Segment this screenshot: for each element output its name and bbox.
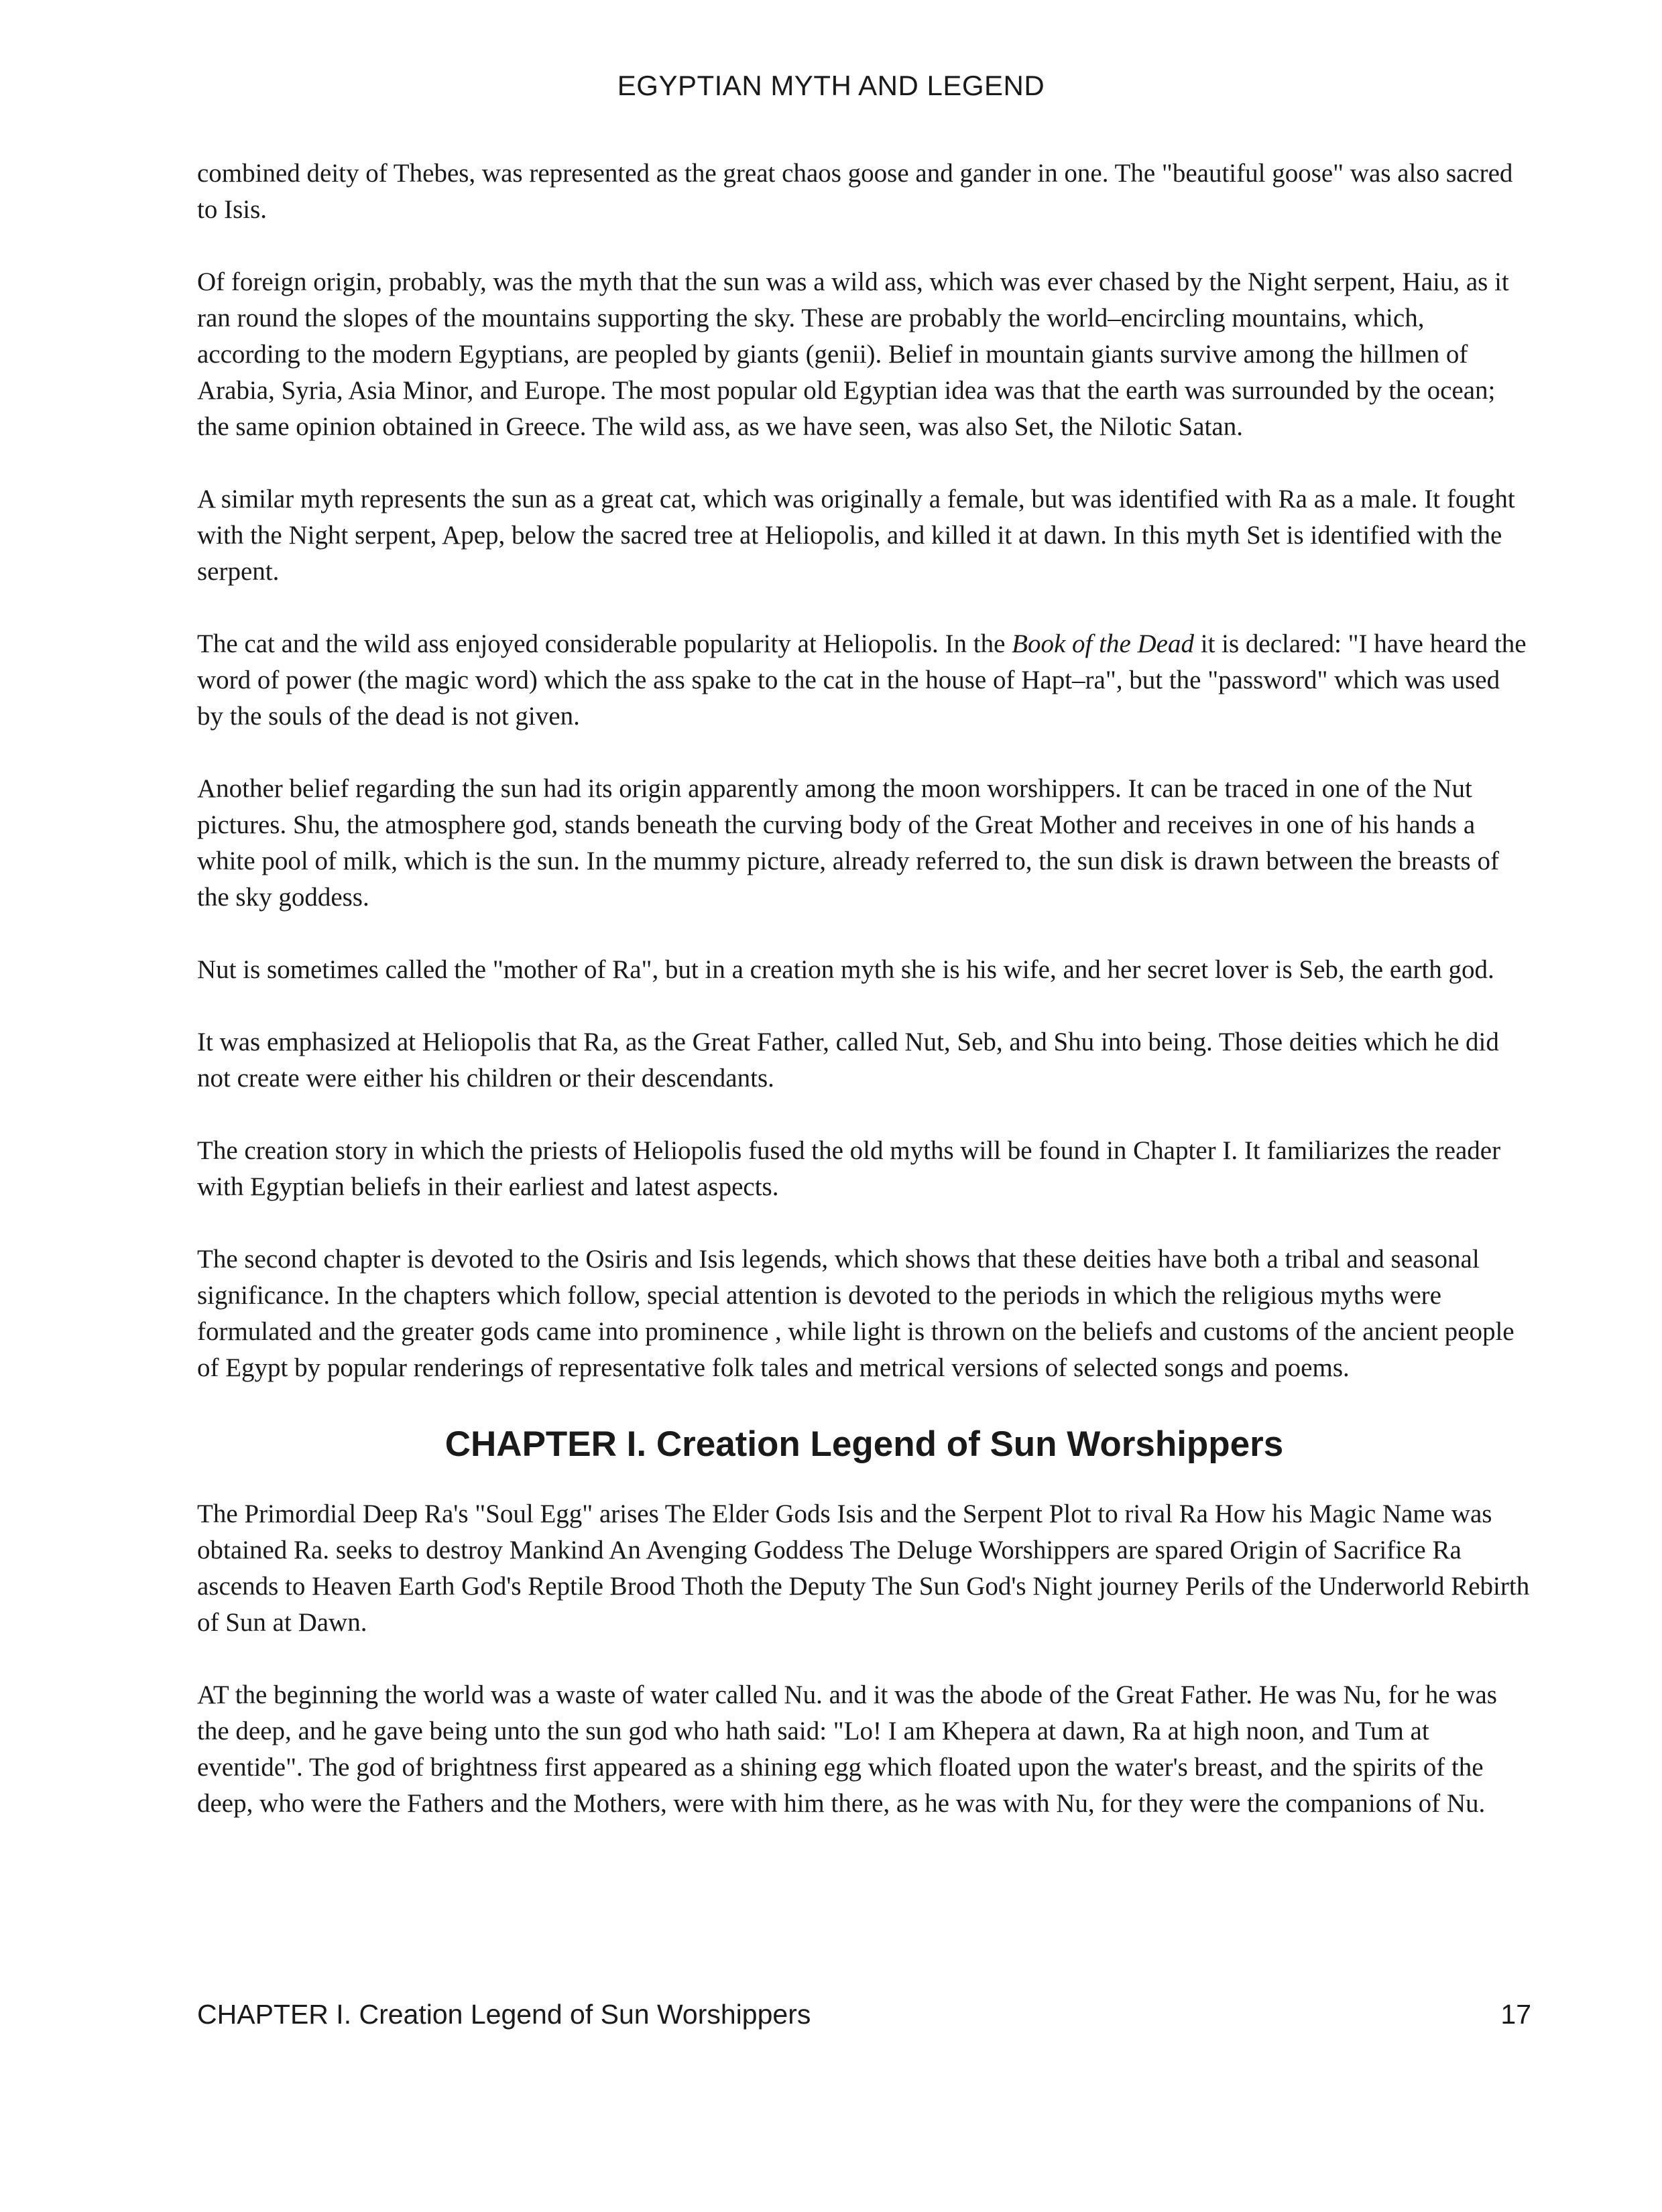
paragraph-moon-worshippers: Another belief regarding the sun had its origin apparently among the moon worshippers. It can be traced in one of the Nut pictures. Shu, the atmosphere god, stands beneath the curving body of the Great Mother and receives in one of his hands a white pool of milk, which is the sun. In the mummy picture, already referred to, the sun disk is drawn between the breasts of the sky goddess. xyxy=(197,774,1499,912)
chapter-heading: CHAPTER I. Creation Legend of Sun Worshippers xyxy=(444,1424,1284,1464)
paragraph-wild-ass: Of foreign origin, probably, was the myth that the sun was a wild ass, which was ever chased by the Night serpent, Haiu, as it ran round the slopes of the mountains supporting the sky. These are probably the world–encircling mountains, which, according to the modern Egyptians, are peopled by giants (genii). Belief in mountain giants survive among the hillmen of Arabia, Syria, Asia Minor, and Europe. The most popular old Egyptian idea was that the earth was surrounded by the ocean; the same opinion obtained in Greece. The wild ass, as we have seen, was also Set, the Nilotic Satan. xyxy=(197,267,1509,441)
paragraph-mother-of-ra: Nut is sometimes called the "mother of Ra", but in a creation myth she is his wife, and her secret lover is Seb, the earth god. xyxy=(197,955,1494,984)
page-number: 17 xyxy=(1500,1999,1531,2030)
paragraph-book-of-dead xyxy=(197,626,1531,735)
paragraph-goose: combined deity of Thebes, was represented as the great chaos goose and gander in one. The "beautiful goose" was also sacred to Isis. xyxy=(197,159,1513,224)
paragraph-creation-story: The creation story in which the priests of Heliopolis fused the old myths will be found in Chapter I. It familiarizes the reader with Egyptian beliefs in their earliest and latest aspects. xyxy=(197,1136,1501,1201)
running-header: EGYPTIAN MYTH AND LEGEND xyxy=(617,70,1045,101)
paragraph-text: it is declared: "I have heard the word of power (the magic word) which the ass spake to the cat in the house of Hapt–ra", but the "password" which was used by the souls of the dead is not given. xyxy=(197,629,1527,731)
book-title: Book of the Dead xyxy=(1012,629,1194,658)
paragraph-great-father: It was emphasized at Heliopolis that Ra, as the Great Father, called Nut, Seb, and Shu into being. Those deities which he did not create were either his children or their descendants. xyxy=(197,1028,1499,1093)
paragraph-text: The cat and the wild ass enjoyed considerable popularity at Heliopolis. In the xyxy=(197,629,1012,658)
chapter-synopsis: The Primordial Deep Ra's "Soul Egg" arises The Elder Gods Isis and the Serpent Plot to rival Ra How his Magic Name was obtained Ra. seeks to destroy Mankind An Avenging Goddess The Deluge Worshippers are spared Origin of Sacrifice Ra ascends to Heaven Earth God's Reptile Brood Thoth the Deputy The Sun God's Night journey Perils of the Underworld Rebirth of Sun at Dawn. xyxy=(197,1499,1530,1637)
page-body xyxy=(197,156,1531,1822)
chapter-opening-paragraph: AT the beginning the world was a waste of water called Nu. and it was the abode of the Great Father. He was Nu, for he was the deep, and he gave being unto the sun god who hath said: "Lo! I am Khepera at dawn, Ra at high noon, and Tum at eventide". The god of brightness first appeared as a shining egg which floated upon the water's breast, and the spirits of the deep, who were the Fathers and the Mothers, were with him there, as he was with Nu, for they were the companions of Nu. xyxy=(197,1680,1497,1818)
paragraph-second-chapter: The second chapter is devoted to the Osiris and Isis legends, which shows that these deities have both a tribal and seasonal significance. In the chapters which follow, special attention is devoted to the periods in which the religious myths were formulated and the greater gods came into prominence , while light is thrown on the beliefs and customs of the ancient people of Egypt by popular renderings of representative folk tales and metrical versions of selected songs and poems. xyxy=(197,1245,1515,1382)
footer-chapter-title: CHAPTER I. Creation Legend of Sun Worshippers xyxy=(197,1999,811,2030)
paragraph-cat: A similar myth represents the sun as a great cat, which was originally a female, but was identified with Ra as a male. It fought with the Night serpent, Apep, below the sacred tree at Heliopolis, and killed it at dawn. In this myth Set is identified with the serpent. xyxy=(197,485,1515,586)
